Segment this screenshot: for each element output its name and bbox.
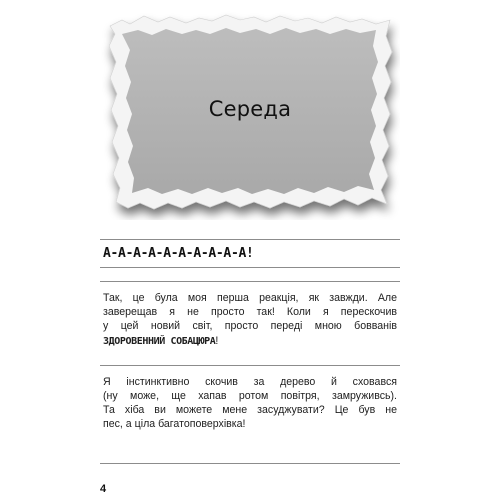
paragraph-2-line-1: Я інстинктивно скочив за дерево й сховався — [103, 376, 397, 388]
rule-line — [100, 281, 400, 282]
paragraph-2-line-3: Та хіба ви можете мене засуджувати? Це був не — [103, 404, 397, 416]
rule-line — [100, 239, 400, 240]
paragraph-1-line-1: Так, це була моя перша реакція, як завжди. Але — [103, 292, 397, 304]
shout-text: ЗДОРОВЕННИЙ СОБАЦЮРА — [103, 336, 216, 347]
rule-line — [100, 463, 400, 464]
paragraph-1-line-2: заверещав я не просто так! Коли я перескочив — [103, 306, 397, 318]
page-number: 4 — [100, 483, 107, 495]
rule-line — [100, 267, 400, 268]
paragraph-2-line-2: (ну може, ще хапав ротом повітря, замруживсь). — [103, 390, 397, 402]
paragraph-2-line-4: пес, а ціла багатоповерхівка! — [103, 418, 246, 430]
exclamation-heading: А-А-А-А-А-А-А-А-А-А! — [103, 246, 254, 261]
rule-line — [100, 365, 400, 366]
shout-punctuation: ! — [215, 335, 219, 347]
chapter-title: Середа — [208, 97, 292, 121]
paragraph-1-line-3: у цей новий світ, просто переді мною бовванів — [103, 320, 397, 332]
paragraph-1-line-4 — [103, 335, 397, 348]
